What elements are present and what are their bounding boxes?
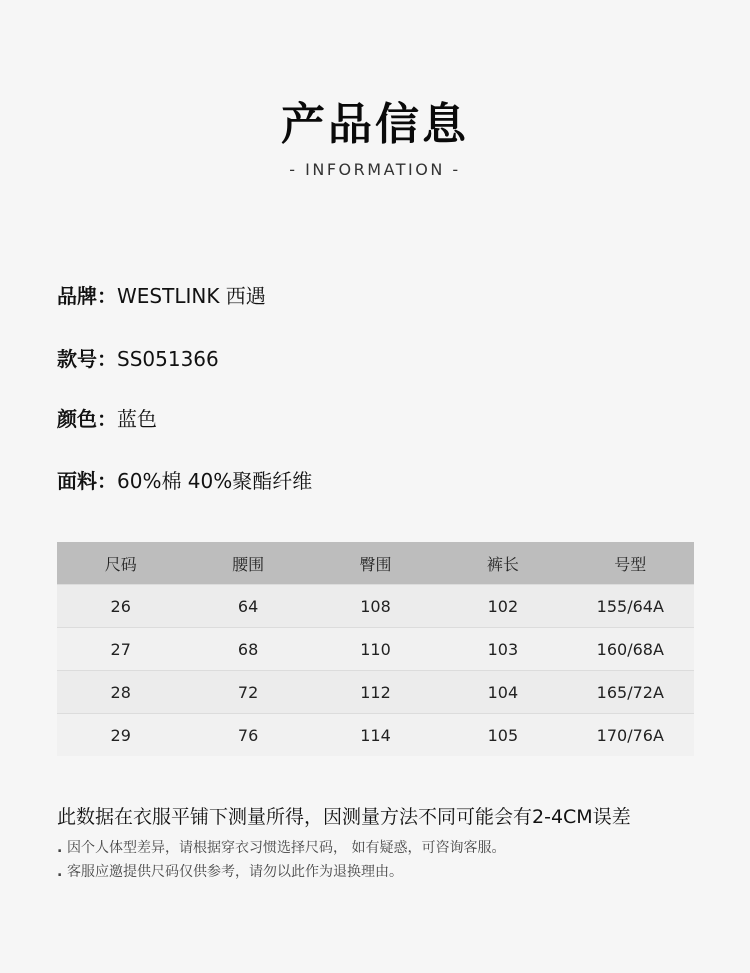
table-row — [57, 714, 694, 757]
table-cell: 72 — [184, 671, 311, 714]
page-subtitle: - INFORMATION - — [289, 160, 461, 179]
note-bullet-text: 客服应邀提供尺码仅供参考，请勿以此作为退换理由。 — [67, 864, 403, 880]
info-row-fabric — [57, 465, 312, 494]
page-title: 产品信息 — [281, 99, 469, 150]
info-label: 品牌： — [57, 284, 117, 308]
info-value: SS051366 — [117, 347, 219, 371]
table-cell: 29 — [57, 714, 184, 757]
table-cell: 160/68A — [567, 628, 694, 671]
table-cell: 102 — [439, 585, 566, 628]
info-label: 款号： — [57, 347, 117, 371]
table-cell: 170/76A — [567, 714, 694, 757]
bullet-dot-icon: . — [57, 864, 63, 880]
bullet-dot-icon: . — [57, 840, 63, 856]
table-header-cell: 腰围 — [184, 542, 311, 585]
note-bullet-item — [57, 861, 403, 881]
note-bullet-item — [57, 837, 505, 857]
info-row-brand — [57, 280, 266, 309]
table-cell: 110 — [312, 628, 439, 671]
table-cell: 165/72A — [567, 671, 694, 714]
table-cell: 76 — [184, 714, 311, 757]
table-cell: 27 — [57, 628, 184, 671]
table-header-cell: 号型 — [567, 542, 694, 585]
table-cell: 112 — [312, 671, 439, 714]
table-cell: 64 — [184, 585, 311, 628]
info-label: 颜色： — [57, 407, 117, 431]
info-value: 60%棉 40%聚酯纤维 — [117, 469, 313, 493]
table-cell: 114 — [312, 714, 439, 757]
table-cell: 108 — [312, 585, 439, 628]
note-bullet-text: 因个人体型差异，请根据穿衣习惯选择尺码， 如有疑惑，可咨询客服。 — [67, 840, 506, 856]
table-header-row — [57, 542, 694, 585]
table-cell: 26 — [57, 585, 184, 628]
info-row-color — [57, 403, 157, 432]
table-cell: 103 — [439, 628, 566, 671]
size-table — [57, 542, 694, 756]
info-value: WESTLINK 西遇 — [117, 284, 266, 308]
info-label: 面料： — [57, 469, 117, 493]
info-value: 蓝色 — [117, 407, 157, 431]
table-cell: 105 — [439, 714, 566, 757]
table-row — [57, 628, 694, 671]
table-cell: 104 — [439, 671, 566, 714]
table-cell: 28 — [57, 671, 184, 714]
table-cell: 68 — [184, 628, 311, 671]
table-header-cell: 尺码 — [57, 542, 184, 585]
table-cell: 155/64A — [567, 585, 694, 628]
table-header-cell: 臀围 — [312, 542, 439, 585]
measurement-note: 此数据在衣服平铺下测量所得，因测量方法不同可能会有2-4CM误差 — [57, 806, 631, 828]
info-row-style-number — [57, 343, 219, 372]
table-header-cell: 裤长 — [439, 542, 566, 585]
table-row — [57, 585, 694, 628]
table-row — [57, 671, 694, 714]
